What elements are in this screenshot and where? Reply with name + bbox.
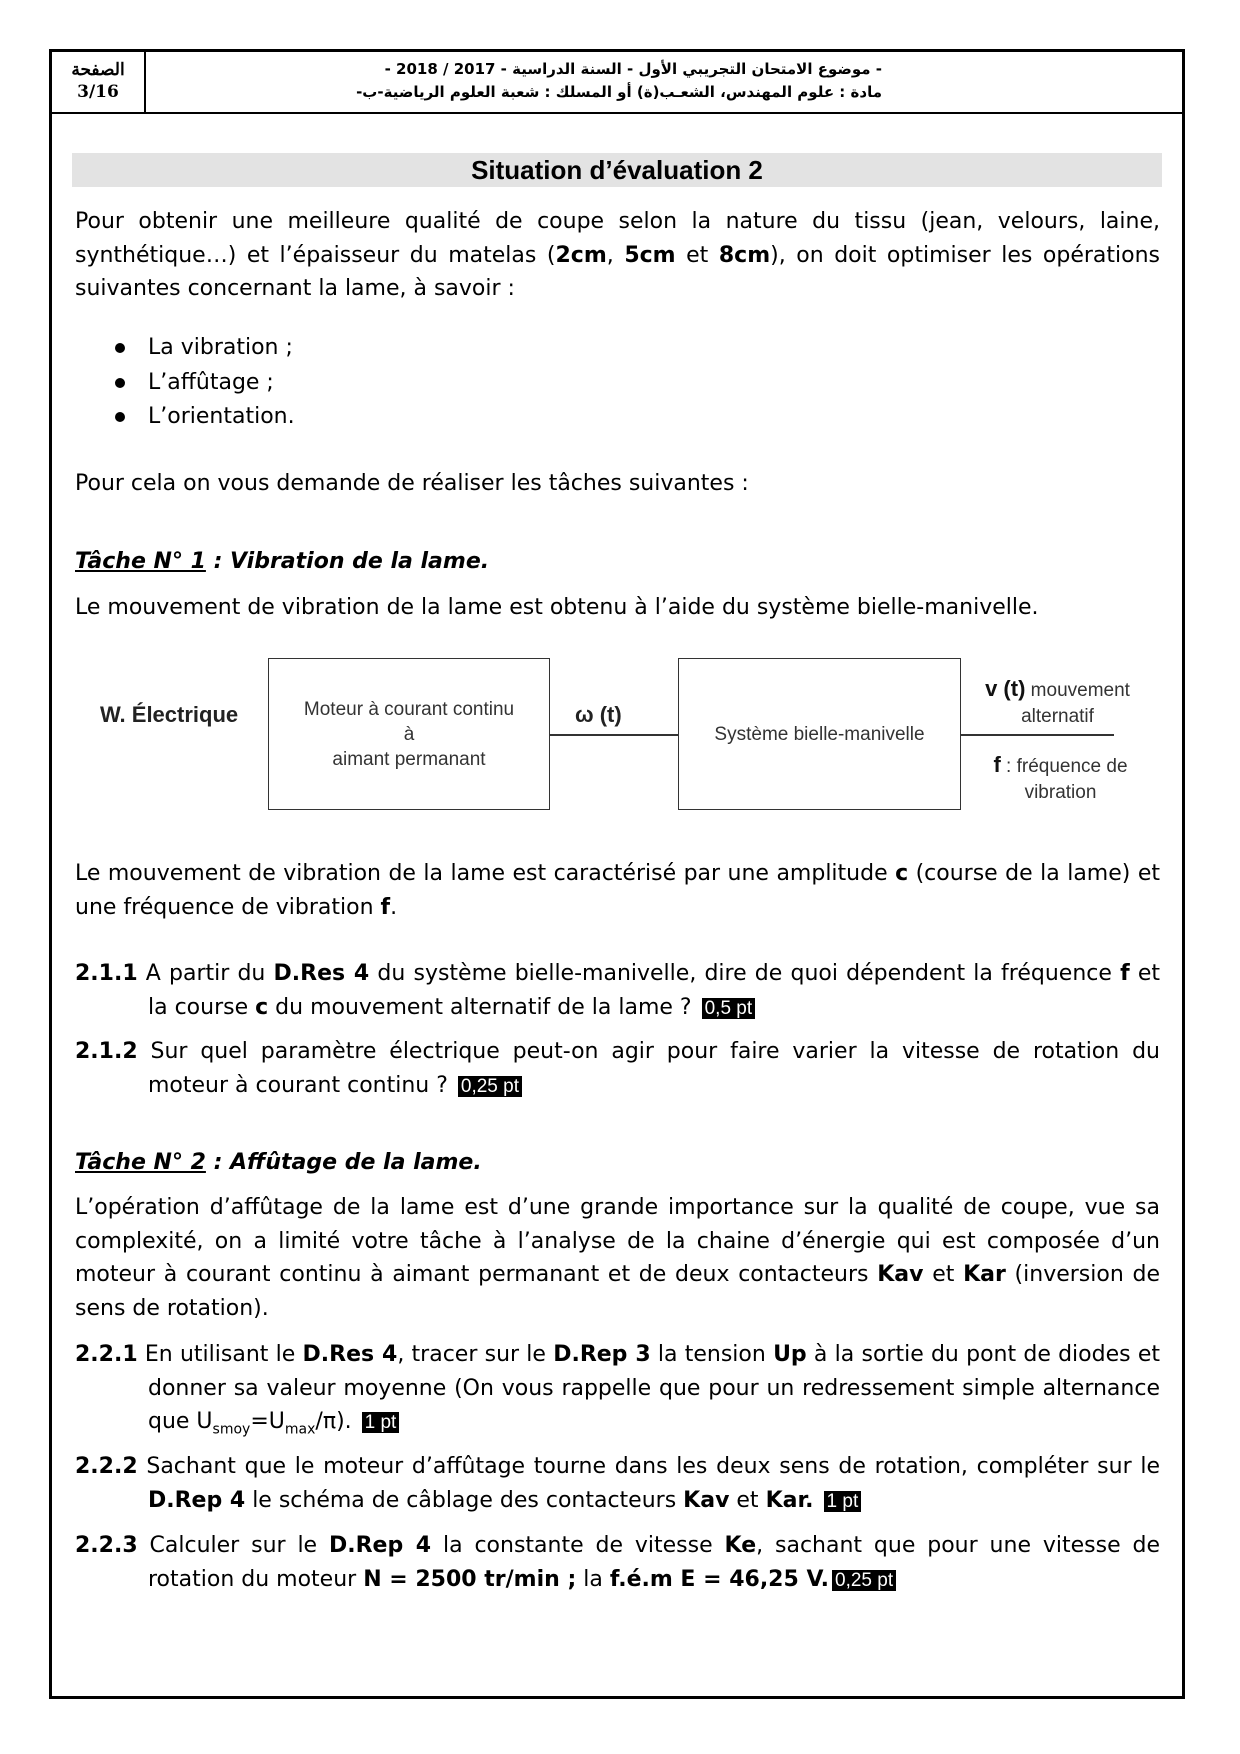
points-badge: 1 pt: [824, 1491, 862, 1512]
points-badge: 0,25 pt: [832, 1570, 896, 1591]
points-badge: 1 pt: [362, 1412, 400, 1433]
page-number: 3/16: [77, 82, 119, 102]
exam-header-line2: مادة : علوم المهندس، الشعـب(ة) أو المسلك : شعبة العلوم الرياضية-ب-: [356, 83, 882, 101]
block-diagram: [90, 655, 1150, 815]
task1-heading: Tâche N° 1 : Vibration de la lame.: [75, 549, 490, 574]
exam-header-text: [152, 58, 882, 104]
task2-heading: Tâche N° 2 : Affûtage de la lame.: [75, 1150, 482, 1175]
question-2-1-2: 2.1.2 Sur quel paramètre électrique peut-on agir pour faire varier la vitesse de rotation du moteur à courant continu ? 0,25 pt: [75, 1039, 1160, 1098]
question-2-1-1: 2.1.1 A partir du D.Res 4 du système bielle-manivelle, dire de quoi dépendent la fréquence f et la course c du mouvement alternatif de la lame ? 0,5 pt: [75, 961, 1160, 1020]
input-label: W. Électrique: [100, 702, 239, 727]
page-label: الصفحة: [71, 60, 125, 80]
task1-text: Le mouvement de vibration de la lame est obtenu à l’aide du système bielle-manivelle.: [75, 595, 1039, 620]
list-item: L’affûtage ;: [112, 366, 295, 401]
page-header: [52, 52, 1182, 114]
list-item: La vibration ;: [112, 331, 295, 366]
section-title: Situation d’évaluation 2: [72, 153, 1162, 187]
request-text: Pour cela on vous demande de réaliser les tâches suivantes :: [75, 471, 749, 496]
page-number-cell: [52, 52, 146, 112]
points-badge: 0,5 pt: [702, 998, 756, 1019]
crank-block: Système bielle-manivelle: [678, 658, 961, 810]
intro-paragraph: Pour obtenir une meilleure qualité de coupe selon la nature du tissu (jean, velours, laine, synthétique…) et l’épaisseur du matelas (2cm, 5cm et 8cm), on doit optimiser les opérations suivantes concernant la lame, à savoir :: [75, 209, 1160, 301]
question-2-2-1: 2.2.1 En utilisant le D.Res 4, tracer sur le D.Rep 3 la tension Up à la sortie du pont de diodes et donner sa valeur moyenne (On vous rappelle que pour un redressement simple alternance que $U_{smoy}=U_{max}/\pi$). 1 pt: [75, 1342, 1160, 1438]
vibration-description: Le mouvement de vibration de la lame est caractérisé par une amplitude c (course de la lame) et une fréquence de vibration f.: [75, 861, 1160, 920]
question-2-2-2: 2.2.2 Sachant que le moteur d’affûtage tourne dans les deux sens de rotation, compléter sur le D.Rep 4 le schéma de câblage des contacteurs Kav et Kar. 1 pt: [75, 1454, 1160, 1513]
points-badge: 0,25 pt: [458, 1076, 522, 1097]
output-velocity-label: v (t) mouvement alternatif: [985, 676, 1130, 727]
output-line: [961, 734, 1114, 736]
operations-list: [112, 331, 295, 435]
task2-paragraph: L’opération d’affûtage de la lame est d’une grande importance sur la qualité de coupe, vue sa complexité, on a limité votre tâche à l’analyse de la chaine d’énergie qui est composée d’un moteur à courant continu à aimant permanant et de deux contacteurs Kav et Kar (inversion de sens de rotation).: [75, 1195, 1160, 1321]
list-item: L’orientation.: [112, 400, 295, 435]
motor-block: Moteur à courant continu à aimant permanant: [268, 658, 550, 810]
omega-label: ω (t): [575, 702, 622, 727]
exam-header-line1: - موضوع الامتحان التجريبي الأول - السنة الدراسية - 2017 / 2018 -: [384, 60, 882, 78]
question-2-2-3: 2.2.3 Calculer sur le D.Rep 4 la constante de vitesse Ke, sachant que pour une vitesse de rotation du moteur N = 2500 tr/min ; la f.é.m E = 46,25 V. 0,25 pt: [75, 1533, 1161, 1592]
output-frequency-label: f : fréquence de vibration: [993, 752, 1128, 803]
